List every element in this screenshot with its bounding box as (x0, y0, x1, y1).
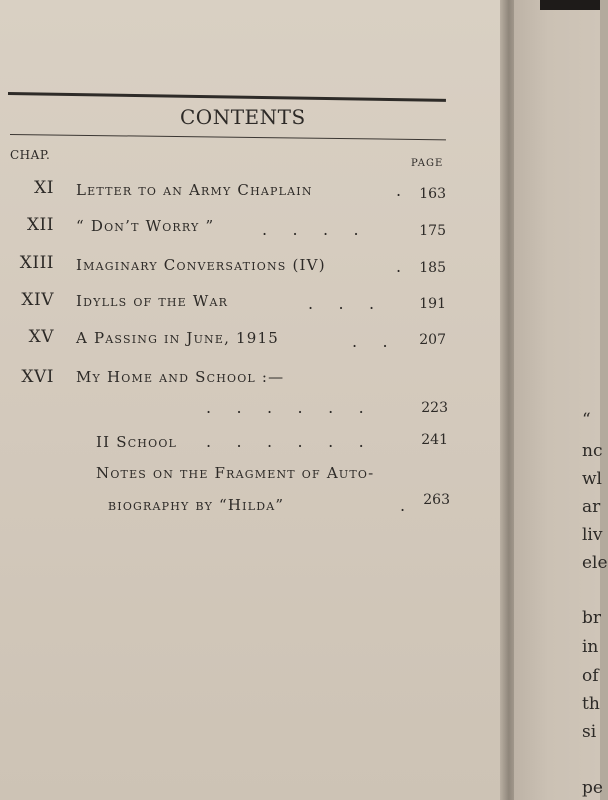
chapter-number: XIII (19, 253, 54, 273)
facing-page-text: in (582, 637, 599, 657)
leader-dots: . . . (308, 294, 375, 313)
leader-dots: . (396, 257, 402, 276)
section-title: Notes on the Fragment of Auto- (96, 464, 375, 482)
section-title: II School (96, 433, 178, 451)
leader-dots: . (400, 496, 406, 515)
facing-page-text: pe (582, 778, 603, 798)
background-edge (540, 0, 600, 10)
facing-page-text: wl (582, 469, 602, 489)
facing-page-text: of (582, 666, 599, 686)
chapter-title: A Passing in June, 1915 (76, 329, 280, 347)
chapter-title: My Home and School :— (76, 368, 285, 386)
facing-page-text: si (582, 722, 597, 742)
leader-dots: . . (352, 332, 388, 351)
leader-dots: . . . . . . (206, 432, 364, 451)
facing-page-text: ele (582, 553, 608, 573)
facing-page-text: th (582, 694, 600, 714)
chapter-number: XV (28, 327, 54, 347)
leader-dots: . . . . (262, 220, 359, 239)
chapter-title: Letter to an Army Chaplain (76, 181, 313, 199)
page-number: 163 (419, 186, 446, 202)
facing-page-text: nc (582, 441, 603, 461)
chap-column-label: CHAP. (10, 148, 51, 162)
leader-dots: . . . . . . (206, 398, 364, 417)
facing-page-text: “ (582, 410, 591, 430)
page-number: 185 (419, 260, 446, 276)
chapter-title: Idylls of the War (76, 292, 229, 310)
section-title-continued: biography by “Hilda” (108, 496, 285, 514)
chapter-number: XIV (21, 290, 54, 310)
page-column-label: PAGE (411, 158, 444, 169)
chapter-title: “ Don’t Worry ” (76, 217, 215, 235)
page-number: 241 (421, 432, 448, 448)
page-number: 223 (421, 400, 448, 416)
facing-page-text: liv (582, 525, 603, 545)
page-number: 263 (423, 492, 450, 508)
leader-dots: . (396, 181, 402, 200)
facing-page-text: br (582, 608, 602, 628)
page-number: 175 (419, 223, 446, 239)
chapter-number: XII (26, 215, 54, 235)
page-title: CONTENTS (180, 105, 306, 129)
chapter-number: XVI (21, 367, 54, 387)
facing-page-text: ar (582, 497, 601, 517)
page-number: 191 (419, 296, 446, 312)
page-number: 207 (419, 332, 446, 348)
chapter-title: Imaginary Conversations (IV) (76, 256, 326, 274)
chapter-number: XI (34, 178, 54, 198)
